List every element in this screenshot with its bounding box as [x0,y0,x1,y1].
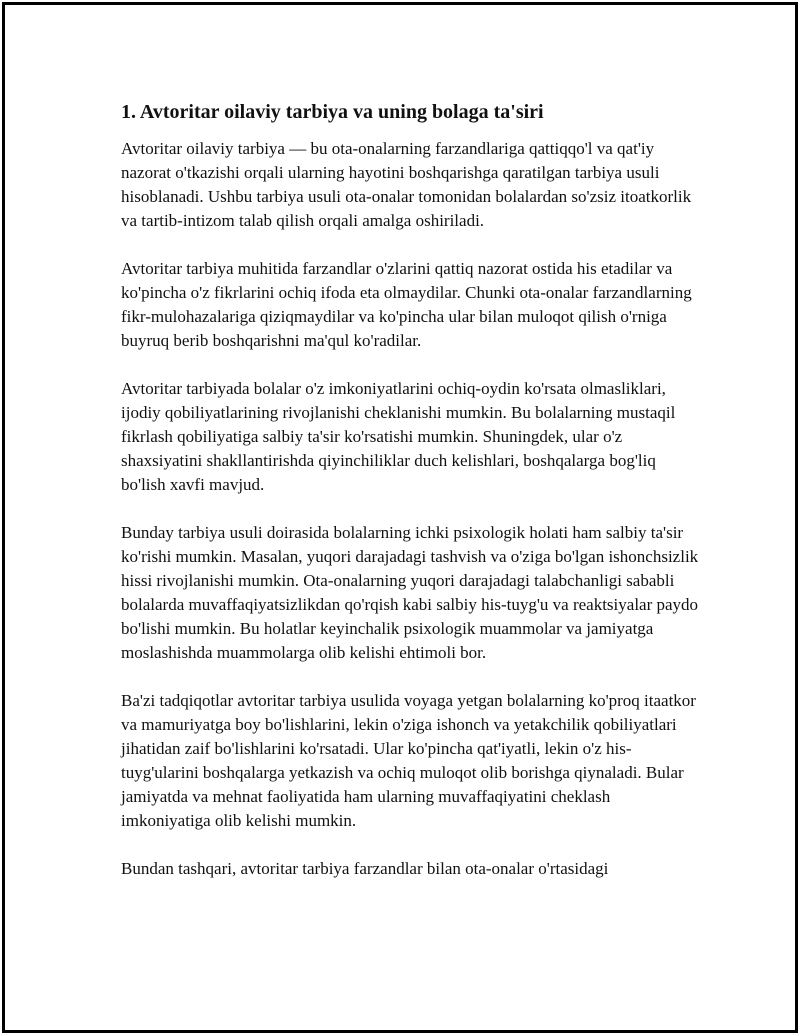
section-heading: 1. Avtoritar oilaviy tarbiya va uning bolaga ta'siri [121,101,544,123]
paragraph-1: Avtoritar oilaviy tarbiya — bu ota-onalarning farzandlariga qattiqqo'l va qat'iy nazorat o'tkazishi orqali ularning hayotini boshqarishga qaratilgan tarbiya usuli hisoblanadi. Ushbu tarbiya usuli ota-onalar tomonidan bolalardan so'zsiz itoatkorlik va tartib-intizom talab qilish orqali amalga oshiriladi. [121,139,692,230]
paragraph-6: Bundan tashqari, avtoritar tarbiya farzandlar bilan ota-onalar o'rtasidagi [121,859,609,878]
document-body [121,97,701,905]
paragraph-3: Avtoritar tarbiyada bolalar o'z imkoniyatlarini ochiq-oydin ko'rsata olmasliklari, ijodiy qobiliyatlarining rivojlanishi cheklanishi mumkin. Bu bolalarning mustaqil fikrlash qobiliyatiga salbiy ta'sir ko'rsatishi mumkin. Shuningdek, ular o'z shaxsiyatini shakllantirishda qiyinchiliklar duch kelishlari, boshqalarga bog'liq bo'lish xavfi mavjud. [121,379,676,494]
paragraph-5: Ba'zi tadqiqotlar avtoritar tarbiya usulida voyaga yetgan bolalarning ko'proq itaatkor va mamuriyatga boy bo'lishlarini, lekin o'ziga ishonch va yetakchilik qobiliyatlari jihatidan zaif bo'lishlarini ko'rsatadi. Ular ko'pincha qat'iyatli, lekin o'z his-tuyg'ularini boshqalarga yetkazish va ochiq muloqot olib borishga qiynaladi. Bular jamiyatda va mehnat faoliyatida ham ularning muvaffaqiyatini cheklash imkoniyatiga olib kelishi mumkin. [121,691,696,830]
paragraph-2: Avtoritar tarbiya muhitida farzandlar o'zlarini qattiq nazorat ostida his etadilar va ko'pincha o'z fikrlarini ochiq ifoda eta olmaydilar. Chunki ota-onalar farzandlarning fikr-mulohazalariga qiziqmaydilar va ko'pincha ular bilan muloqot qilish o'rniga buyruq berib boshqarishni ma'qul ko'radilar. [121,259,692,350]
paragraph-4: Bunday tarbiya usuli doirasida bolalarning ichki psixologik holati ham salbiy ta'sir ko'rishi mumkin. Masalan, yuqori darajadagi tashvish va o'ziga bo'lgan ishonchsizlik hissi rivojlanishi mumkin. Ota-onalarning yuqori darajadagi talabchanligi sababli bolalarda muvaffaqiyatsizlikdan qo'rqish kabi salbiy his-tuyg'u va reaktsiyalar paydo bo'lishi mumkin. Bu holatlar keyinchalik psixologik muammolar va jamiyatga moslashishda muammolarga olib kelishi ehtimoli bor. [121,523,699,662]
page-frame [2,2,798,1033]
